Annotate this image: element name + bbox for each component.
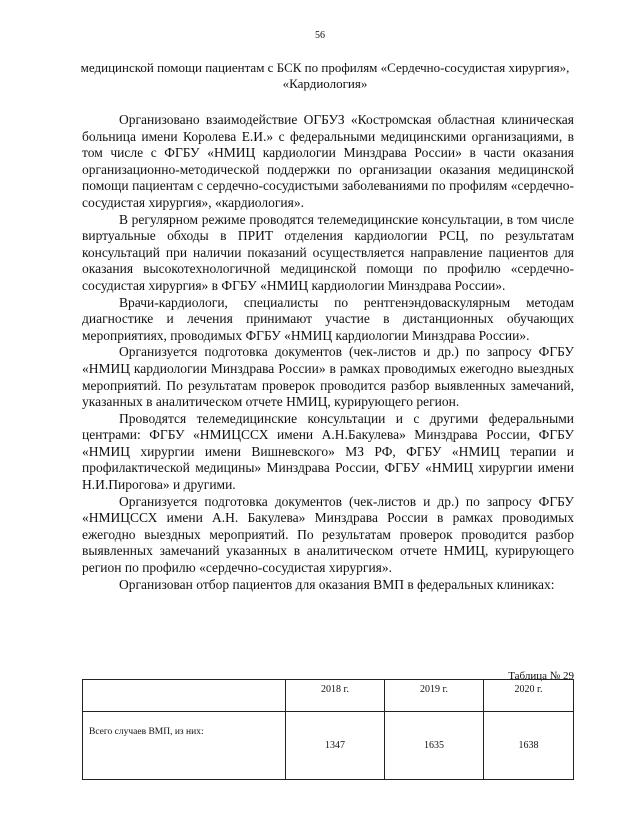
paragraph: Организован отбор пациентов для оказания ВМП в федеральных клиниках: — [119, 576, 555, 592]
paragraph: В регулярном режиме проводятся телемедицинские консультации, в том числе виртуальные обходы в ПРИТ отделения кардиологии РСЦ, по результатам консультаций при наличии показаний осуществляется направление пациентов для оказания высокотехнологичной медицинской помощи по профилю «сердечно-сосудистая хирургия» в ФГБУ «НМИЦ кардиологии Минздрава России». — [82, 211, 574, 293]
table-header-cell: 2020 г. — [484, 680, 574, 712]
body-text — [82, 112, 574, 593]
table-header-cell: 2019 г. — [385, 680, 484, 712]
table-row — [83, 712, 574, 780]
table-row-label: Всего случаев ВМП, из них: — [83, 712, 286, 780]
table-header-cell: 2018 г. — [286, 680, 385, 712]
table-header-cell — [83, 680, 286, 712]
vmp-cases-table — [82, 679, 574, 780]
section-heading: медицинской помощи пациентам с БСК по профилям «Сердечно-сосудистая хирургия», «Кардиология» — [80, 60, 570, 91]
paragraph: Врачи-кардиологи, специалисты по рентгенэндоваскулярным методам диагностике и лечения принимают участие в дистанционных обучающих мероприятиях, проводимых ФГБУ «НМИЦ кардиологии Минздрава России». — [82, 294, 574, 343]
table-cell: 1635 — [385, 712, 484, 780]
paragraph: Организуется подготовка документов (чек-листов и др.) по запросу ФГБУ «НМИЦССХ имени А.Н. Бакулева» Минздрава России в рамках проводимых ежегодно выездных мероприятий. По результатам проверок проводится разбор выявленных замечаний указанных в аналитическом отчете НМИЦ, курирующего регион по профилю «сердечно-сосудистая хирургия». — [82, 493, 574, 576]
paragraph: Организовано взаимодействие ОГБУЗ «Костромская областная клиническая больница имени Королева Е.И.» с федеральными медицинскими организациями, в том числе с ФГБУ «НМИЦ кардиологии Минздрава России» в части оказания организационно-методической поддержки по организации оказания медицинской помощи пациентам с сердечно-сосудистыми заболеваниями по профилям «сердечно-сосудистая хирургия», «кардиология». — [82, 112, 574, 210]
page-number: 56 — [315, 30, 325, 41]
table-caption: Таблица № 29 — [508, 670, 574, 682]
table-header-row — [83, 680, 574, 712]
table-cell: 1347 — [286, 712, 385, 780]
paragraph: Организуется подготовка документов (чек-листов и др.) по запросу ФГБУ «НМИЦ кардиологии Минздрава России» в рамках проводимых ежегодно выездных мероприятий. По результатам проверок проводится разбор выявленных замечаний, указанных в аналитическом отчете НМИЦ, курирующего регион. — [82, 344, 574, 410]
paragraph: Проводятся телемедицинские консультации и с другими федеральными центрами: ФГБУ «НМИЦССХ имени А.Н.Бакулева» Минздрава России, ФГБУ «НМИЦ хирургии имени Вишневского» МЗ РФ, ФГБУ «НМИЦ терапии и профилактической медицины» Минздрава России, ФГБУ «НМИЦ хирургии имени Н.И.Пирогова» и другими. — [82, 410, 574, 493]
table-cell: 1638 — [484, 712, 574, 780]
